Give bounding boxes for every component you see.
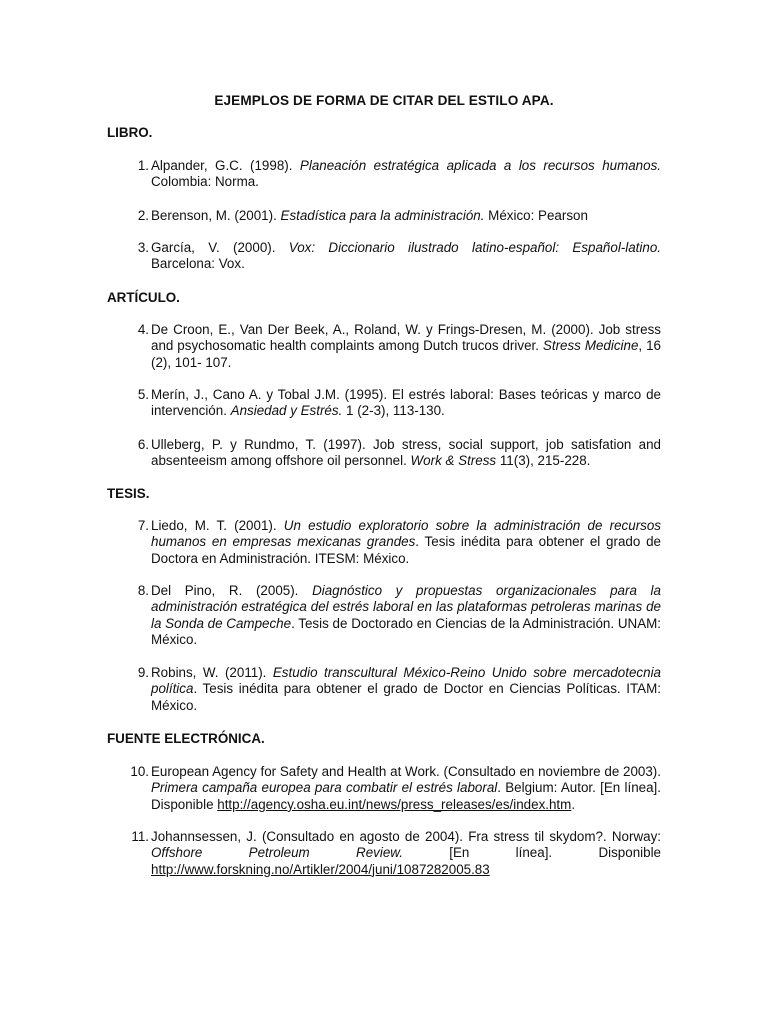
reference-title: Estudio transcultural México-Reino Unido sobre mercadotecnia política (151, 665, 661, 697)
reference-number: 7. (137, 518, 149, 533)
reference-text: Merín, J., Cano A. y Tobal J.M. (1995). El estrés laboral: Bases teóricas y marco de intervención. Ansiedad y Estrés. 1 (2-3), 113-130. (151, 387, 661, 419)
document-title: EJEMPLOS DE FORMA DE CITAR DEL ESTILO APA. (214, 93, 554, 108)
reference-item-7 (123, 518, 661, 567)
reference-title: Primera campaña europea para combatir el estrés laboral (151, 780, 498, 796)
reference-number: 9. (137, 665, 149, 680)
reference-number: 1. (137, 158, 149, 173)
reference-number: 11. (131, 829, 149, 844)
reference-title: Un estudio exploratorio sobre la administración de recursos humanos en empresas mexicanas grandes (151, 518, 661, 550)
reference-text: Robins, W. (2011). Estudio transcultural México-Reino Unido sobre mercadotecnia política. Tesis inédita para obtener el grado de Doctor en Ciencias Políticas. ITAM: México. (151, 665, 661, 713)
section-heading-libro: LIBRO. (107, 125, 153, 140)
reference-item-8 (123, 583, 661, 649)
reference-text: Del Pino, R. (2005). Diagnóstico y propuestas organizacionales para la administración estratégica del estrés laboral en las plataformas petroleras marinas de la Sonda de Campeche. Tesis de Doctorado en Ciencias de la Administración. UNAM: México. (151, 583, 661, 648)
reference-link[interactable]: http://www.forskning.no/Artikler/2004/juni/1087282005.83 (151, 861, 490, 877)
reference-text: Berenson, M. (2001). Estadística para la administración. México: Pearson (151, 208, 588, 223)
reference-title: Estadística para la administración. (280, 208, 485, 223)
reference-item-10 (123, 764, 661, 813)
reference-item-5 (123, 387, 661, 420)
reference-title: Offshore Petroleum Review. (151, 845, 403, 861)
reference-text: García, V. (2000). Vox: Diccionario ilustrado latino-español: Español-latino. Barcelona: Vox. (151, 240, 661, 272)
reference-item-4 (123, 322, 661, 371)
section-heading-tesis: TESIS. (107, 486, 150, 501)
reference-title: Stress Medicine (542, 338, 639, 354)
reference-text: European Agency for Safety and Health at Work. (Consultado en noviembre de 2003). Primera campaña europea para combatir el estrés laboral. Belgium: Autor. [En línea]. Disponible http://agency.osha.eu.int/news/press_releases/es/index.htm. (151, 764, 661, 812)
reference-number: 10. (130, 764, 149, 779)
reference-title: Work & Stress (410, 453, 497, 469)
reference-item-1 (123, 158, 661, 191)
reference-number: 2. (137, 208, 149, 223)
reference-text: De Croon, E., Van Der Beek, A., Roland, W. y Frings-Dresen, M. (2000). Job stress and psychosomatic health complaints among Dutch trucos driver. Stress Medicine, 16 (2), 101- 107. (151, 322, 661, 370)
reference-title: Diagnóstico y propuestas organizacionales para la administración estratégica del estrés laboral en las plataformas petroleras marinas de la Sonda de Campeche (151, 583, 661, 631)
reference-text: Ulleberg, P. y Rundmo, T. (1997). Job stress, social support, job satisfation and absenteeism among offshore oil personnel. Work & Stress 11(3), 215-228. (151, 437, 661, 469)
reference-title: Vox: Diccionario ilustrado latino-español: Español-latino. (288, 240, 661, 255)
section-heading-fuente-electronica: FUENTE ELECTRÓNICA. (107, 731, 265, 746)
reference-item-6 (123, 437, 661, 470)
reference-title: Ansiedad y Estrés. (230, 403, 343, 419)
reference-item-9 (123, 665, 661, 714)
reference-number: 3. (137, 240, 149, 255)
reference-number: 4. (137, 322, 149, 337)
reference-text: Johannsessen, J. (Consultado en agosto de 2004). Fra stress til skydom?. Norway: Offshore Petroleum Review. [En línea]. Disponible http://www.forskning.no/Artikler/2004/juni/1087282005.83 (151, 829, 661, 877)
reference-item-2 (123, 208, 661, 224)
reference-number: 8. (137, 583, 149, 598)
reference-item-11 (123, 829, 661, 878)
reference-title: Planeación estratégica aplicada a los recursos humanos. (299, 158, 661, 173)
section-heading-articulo: ARTÍCULO. (107, 290, 180, 305)
reference-text: Liedo, M. T. (2001). Un estudio exploratorio sobre la administración de recursos humanos en empresas mexicanas grandes. Tesis inédita para obtener el grado de Doctora en Administración. ITESM: México. (151, 518, 661, 566)
reference-number: 5. (137, 387, 149, 402)
reference-link[interactable]: http://agency.osha.eu.int/news/press_releases/es/index.htm (217, 796, 572, 812)
reference-number: 6. (137, 437, 149, 452)
reference-text: Alpander, G.C. (1998). Planeación estratégica aplicada a los recursos humanos. Colombia: Norma. (151, 158, 661, 190)
reference-item-3 (123, 240, 661, 273)
